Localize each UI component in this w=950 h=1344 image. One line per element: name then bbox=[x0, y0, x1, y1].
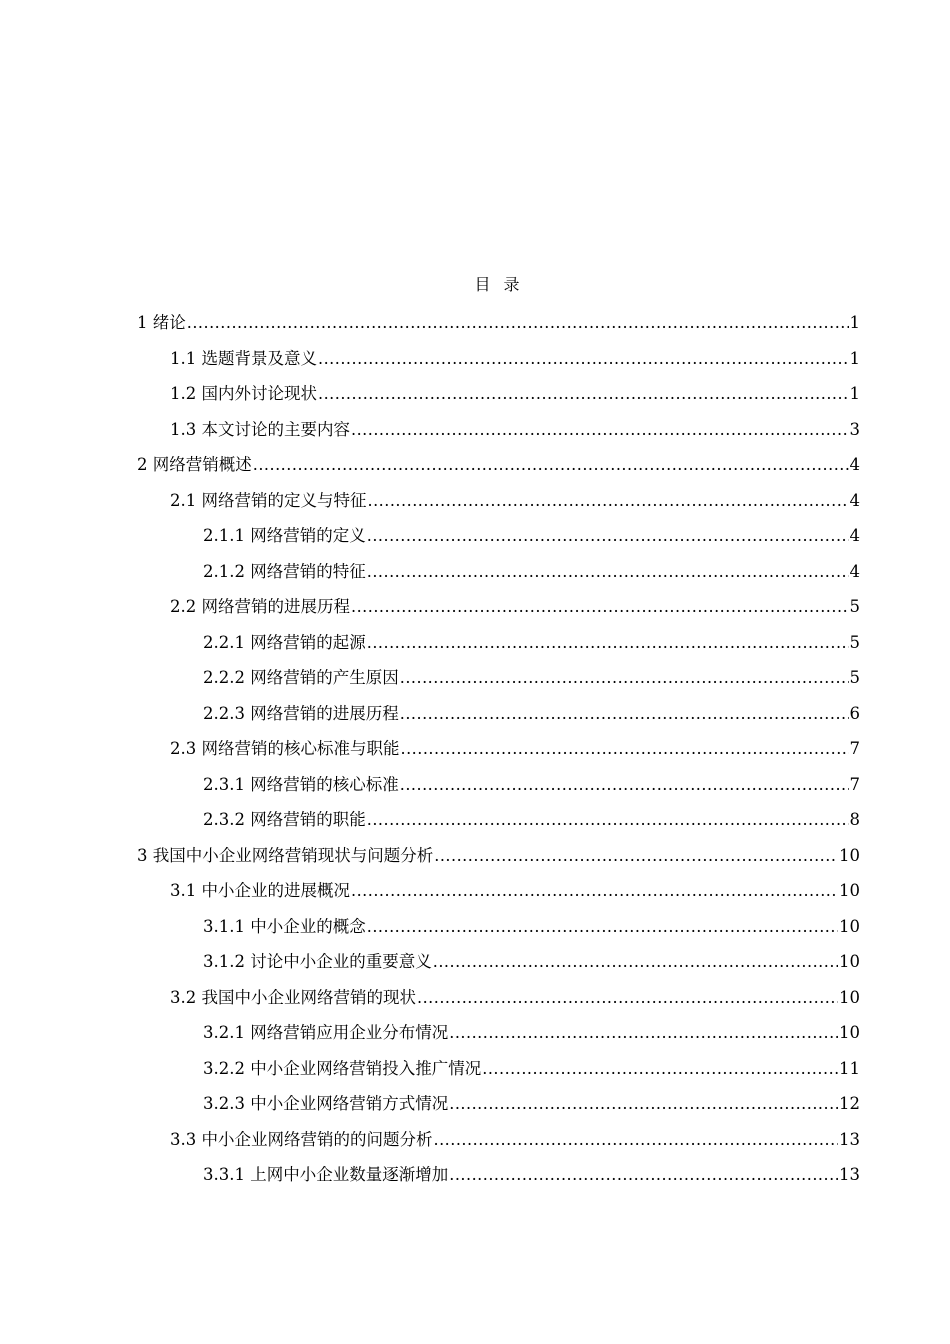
toc-entry-page-number: 13 bbox=[839, 1165, 860, 1184]
toc-entry[interactable] bbox=[0, 347, 950, 383]
toc-entry-page-number: 4 bbox=[849, 455, 860, 474]
dot-leader bbox=[433, 950, 838, 974]
toc-entry[interactable] bbox=[0, 631, 950, 667]
dot-leader bbox=[417, 986, 838, 1010]
toc-entry[interactable] bbox=[0, 915, 950, 951]
toc-entry-label: 3.2.1 网络营销应用企业分布情况 bbox=[203, 1023, 449, 1042]
toc-entry-page-number: 10 bbox=[839, 987, 860, 1007]
toc-entry[interactable] bbox=[0, 773, 950, 809]
toc-entry-page-number: 10 bbox=[839, 845, 860, 865]
toc-entry-label: 3.2 我国中小企业网络营销的现状 bbox=[170, 987, 416, 1007]
dot-leader bbox=[367, 808, 849, 832]
dot-leader bbox=[318, 382, 849, 406]
toc-entry-label: 2.2.2 网络营销的产生原因 bbox=[203, 668, 399, 687]
dot-leader bbox=[253, 453, 849, 477]
dot-leader bbox=[367, 631, 849, 655]
dot-leader bbox=[400, 773, 849, 797]
toc-entry[interactable] bbox=[0, 418, 950, 454]
toc-list bbox=[0, 311, 950, 1199]
toc-entry[interactable] bbox=[0, 702, 950, 738]
toc-entry[interactable] bbox=[0, 737, 950, 773]
toc-entry-page-number: 11 bbox=[839, 1058, 860, 1078]
toc-title: 目 录 bbox=[474, 275, 524, 294]
dot-leader bbox=[400, 702, 849, 726]
toc-entry-page-number: 3 bbox=[849, 419, 860, 439]
toc-entry-label: 1.1 选题背景及意义 bbox=[170, 348, 317, 368]
dot-leader bbox=[449, 1021, 838, 1045]
toc-entry-page-number: 13 bbox=[839, 1129, 860, 1149]
toc-entry-page-number: 1 bbox=[849, 384, 860, 403]
dot-leader bbox=[400, 666, 849, 690]
toc-entry[interactable] bbox=[0, 453, 950, 489]
toc-entry-label: 2 网络营销概述 bbox=[137, 455, 252, 474]
toc-entry-page-number: 5 bbox=[849, 632, 860, 652]
toc-entry-label: 2.1.2 网络营销的特征 bbox=[203, 561, 366, 581]
toc-entry-page-number: 10 bbox=[839, 952, 860, 971]
toc-entry-label: 2.2.1 网络营销的起源 bbox=[203, 632, 366, 652]
toc-entry-page-number: 1 bbox=[849, 348, 860, 368]
toc-entry[interactable] bbox=[0, 311, 950, 347]
toc-entry-page-number: 7 bbox=[849, 739, 860, 758]
toc-entry-page-number: 4 bbox=[849, 561, 860, 581]
toc-entry-label: 1.2 国内外讨论现状 bbox=[170, 384, 317, 403]
toc-entry-label: 2.3.2 网络营销的职能 bbox=[203, 810, 366, 829]
toc-entry[interactable] bbox=[0, 1057, 950, 1093]
toc-entry-label: 2.2.3 网络营销的进展历程 bbox=[203, 703, 399, 723]
toc-entry-label: 3 我国中小企业网络营销现状与问题分析 bbox=[137, 845, 434, 865]
toc-entry-label: 2.2 网络营销的进展历程 bbox=[170, 597, 350, 616]
toc-entry[interactable] bbox=[0, 489, 950, 525]
toc-entry-label: 3.3.1 上网中小企业数量逐渐增加 bbox=[203, 1165, 449, 1184]
toc-entry[interactable] bbox=[0, 1021, 950, 1057]
dot-leader bbox=[367, 915, 838, 939]
toc-entry-label: 3.1.1 中小企业的概念 bbox=[203, 916, 366, 936]
toc-entry-label: 1.3 本文讨论的主要内容 bbox=[170, 419, 350, 439]
toc-entry-label: 3.1.2 讨论中小企业的重要意义 bbox=[203, 952, 432, 971]
toc-entry-page-number: 8 bbox=[849, 810, 860, 829]
toc-entry[interactable] bbox=[0, 1163, 950, 1199]
toc-entry-label: 3.2.2 中小企业网络营销投入推广情况 bbox=[203, 1058, 482, 1078]
dot-leader bbox=[434, 844, 838, 868]
dot-leader bbox=[449, 1092, 838, 1116]
toc-entry[interactable] bbox=[0, 595, 950, 631]
toc-entry[interactable] bbox=[0, 986, 950, 1022]
dot-leader bbox=[367, 560, 849, 584]
dot-leader bbox=[449, 1163, 838, 1187]
toc-entry[interactable] bbox=[0, 1092, 950, 1128]
toc-entry-label: 2.3 网络营销的核心标准与职能 bbox=[170, 739, 400, 758]
toc-entry-page-number: 12 bbox=[839, 1094, 860, 1113]
toc-entry-page-number: 6 bbox=[849, 703, 860, 723]
toc-entry-page-number: 10 bbox=[839, 881, 860, 900]
toc-entry[interactable] bbox=[0, 524, 950, 560]
toc-entry[interactable] bbox=[0, 1128, 950, 1164]
dot-leader bbox=[482, 1057, 838, 1081]
toc-entry[interactable] bbox=[0, 808, 950, 844]
dot-leader bbox=[351, 879, 838, 903]
toc-entry[interactable] bbox=[0, 666, 950, 702]
dot-leader bbox=[401, 737, 849, 761]
dot-leader bbox=[318, 347, 849, 371]
toc-entry-page-number: 4 bbox=[849, 490, 860, 510]
dot-leader bbox=[351, 595, 849, 619]
toc-entry-page-number: 5 bbox=[849, 597, 860, 616]
dot-leader bbox=[367, 524, 849, 548]
toc-entry[interactable] bbox=[0, 879, 950, 915]
dot-leader bbox=[434, 1128, 839, 1152]
toc-entry[interactable] bbox=[0, 950, 950, 986]
toc-entry-page-number: 4 bbox=[849, 526, 860, 545]
toc-entry-label: 3.3 中小企业网络营销的的问题分析 bbox=[170, 1129, 433, 1149]
toc-entry[interactable] bbox=[0, 560, 950, 596]
toc-entry[interactable] bbox=[0, 844, 950, 880]
toc-entry-label: 3.2.3 中小企业网络营销方式情况 bbox=[203, 1094, 449, 1113]
toc-entry-label: 3.1 中小企业的进展概况 bbox=[170, 881, 350, 900]
toc-entry-page-number: 10 bbox=[839, 916, 860, 936]
toc-entry[interactable] bbox=[0, 382, 950, 418]
toc-entry-page-number: 7 bbox=[849, 774, 860, 794]
toc-entry-label: 2.1 网络营销的定义与特征 bbox=[170, 490, 367, 510]
toc-entry-label: 2.1.1 网络营销的定义 bbox=[203, 526, 366, 545]
toc-entry-page-number: 5 bbox=[849, 668, 860, 687]
dot-leader bbox=[368, 489, 849, 513]
toc-entry-label: 1 绪论 bbox=[137, 313, 186, 332]
toc-entry-page-number: 1 bbox=[849, 313, 860, 332]
dot-leader bbox=[351, 418, 849, 442]
dot-leader bbox=[187, 311, 849, 335]
toc-entry-page-number: 10 bbox=[839, 1023, 860, 1042]
toc-entry-label: 2.3.1 网络营销的核心标准 bbox=[203, 774, 399, 794]
